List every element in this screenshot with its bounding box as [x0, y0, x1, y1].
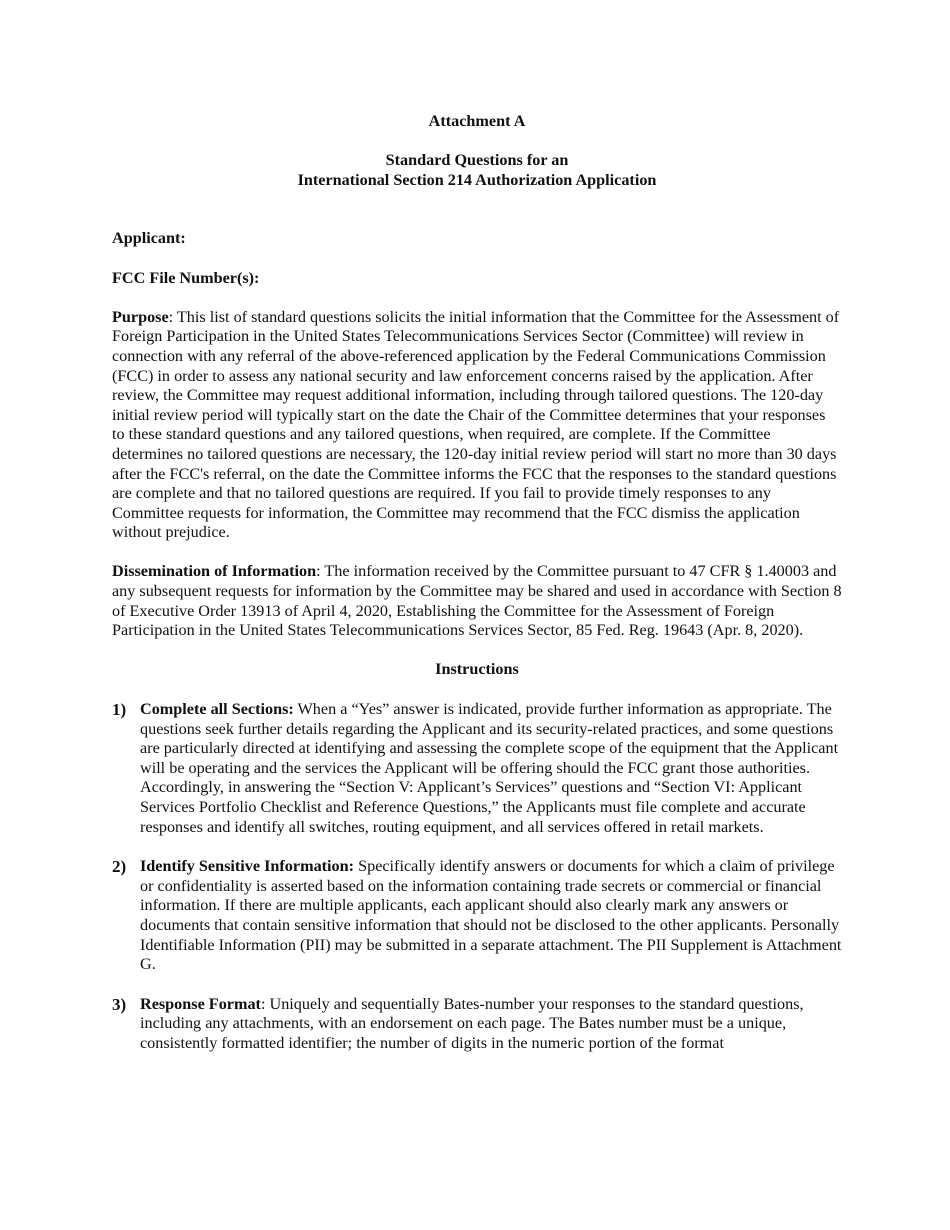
instruction-label: Response Format: [140, 994, 261, 1013]
instruction-text: Specifically identify answers or documents for which a claim of privilege or confidentiality is asserted based on the information containing trade secrets or commercial or financial information. If there are multiple applicants, each applicant should also clearly mark any answers or documents that contain sensitive information that should not be disclosed to the other applicants. Personally Identifiable Information (PII) may be submitted in a separate attachment. The PII Supplement is Attachment G.: [140, 857, 842, 974]
instruction-text: : Uniquely and sequentially Bates-number your responses to the standard questions, including any attachments, with an endorsement on each page. The Bates number must be a unique, consistently formatted identifier; the number of digits in the numeric portion of the format: [140, 994, 804, 1052]
document-page: [112, 112, 842, 1074]
attachment-title: Attachment A: [428, 112, 526, 130]
applicant-label: Applicant:: [112, 229, 186, 248]
instructions-heading: Instructions: [435, 660, 519, 679]
instruction-number: 2): [112, 857, 127, 877]
instruction-item: [112, 995, 842, 1054]
dissemination-label: Dissemination of Information: [112, 562, 317, 581]
document-title-line-1: Standard Questions for an: [385, 151, 569, 170]
purpose-text: : This list of standard questions solicits the initial information that the Committee for the Assessment of Foreign Participation in the United States Telecommunications Services Sector (Committee) will review in connection with any referral of the above-referenced application by the Federal Communications Commission (FCC) in order to assess any national security and law enforcement concerns raised by the application. After review, the Committee may request additional information, including through tailored questions. The 120-day initial review period will typically start on the date the Chair of the Committee determines that your responses to these standard questions and any tailored questions, when required, are complete. If the Committee determines no tailored questions are necessary, the 120-day initial review period will start no more than 30 days after the FCC's referral, on the date the Committee informs the FCC that the responses to the standard questions are complete and that no tailored questions are required. If you fail to provide timely responses to any Committee requests for information, the Committee may recommend that the FCC dismiss the application without prejudice.: [112, 307, 840, 542]
instruction-number: 3): [112, 994, 127, 1014]
instruction-item: [112, 700, 842, 837]
purpose-paragraph: [112, 308, 842, 543]
dissemination-text: : The information received by the Committee pursuant to 47 CFR § 1.40003 and any subsequent requests for information by the Committee may be shared and used in accordance with Section 8 of Executive Order 13913 of April 4, 2020, Establishing the Committee for the Assessment of Foreign Participation in the United States Telecommunications Services Sector, 85 Fed. Reg. 19643 (Apr. 8, 2020).: [112, 562, 842, 640]
document-title-line-2: International Section 214 Authorization Application: [297, 170, 657, 189]
instruction-label: Complete all Sections:: [140, 700, 294, 719]
dissemination-paragraph: [112, 562, 842, 640]
document-title: [112, 151, 842, 190]
instruction-text: When a “Yes” answer is indicated, provide further information as appropriate. The questions seek further details regarding the Applicant and its security-related practices, and some questions are particularly directed at identifying and assessing the complete scope of the equipment that the Applicant will be operating and the services the Applicant will be offering should the FCC grant those authorities. Accordingly, in answering the “Section V: Applicant’s Services” questions and “Section VI: Applicant Services Portfolio Checklist and Reference Questions,” the Applicants must file complete and accurate responses and identify all switches, routing equipment, and all services offered in retail markets.: [140, 700, 839, 836]
purpose-label: Purpose: [112, 307, 169, 326]
instruction-item: [112, 857, 842, 975]
fcc-file-number-label: FCC File Number(s):: [112, 268, 260, 287]
instruction-label: Identify Sensitive Information:: [140, 857, 355, 876]
instruction-number: 1): [112, 700, 127, 720]
